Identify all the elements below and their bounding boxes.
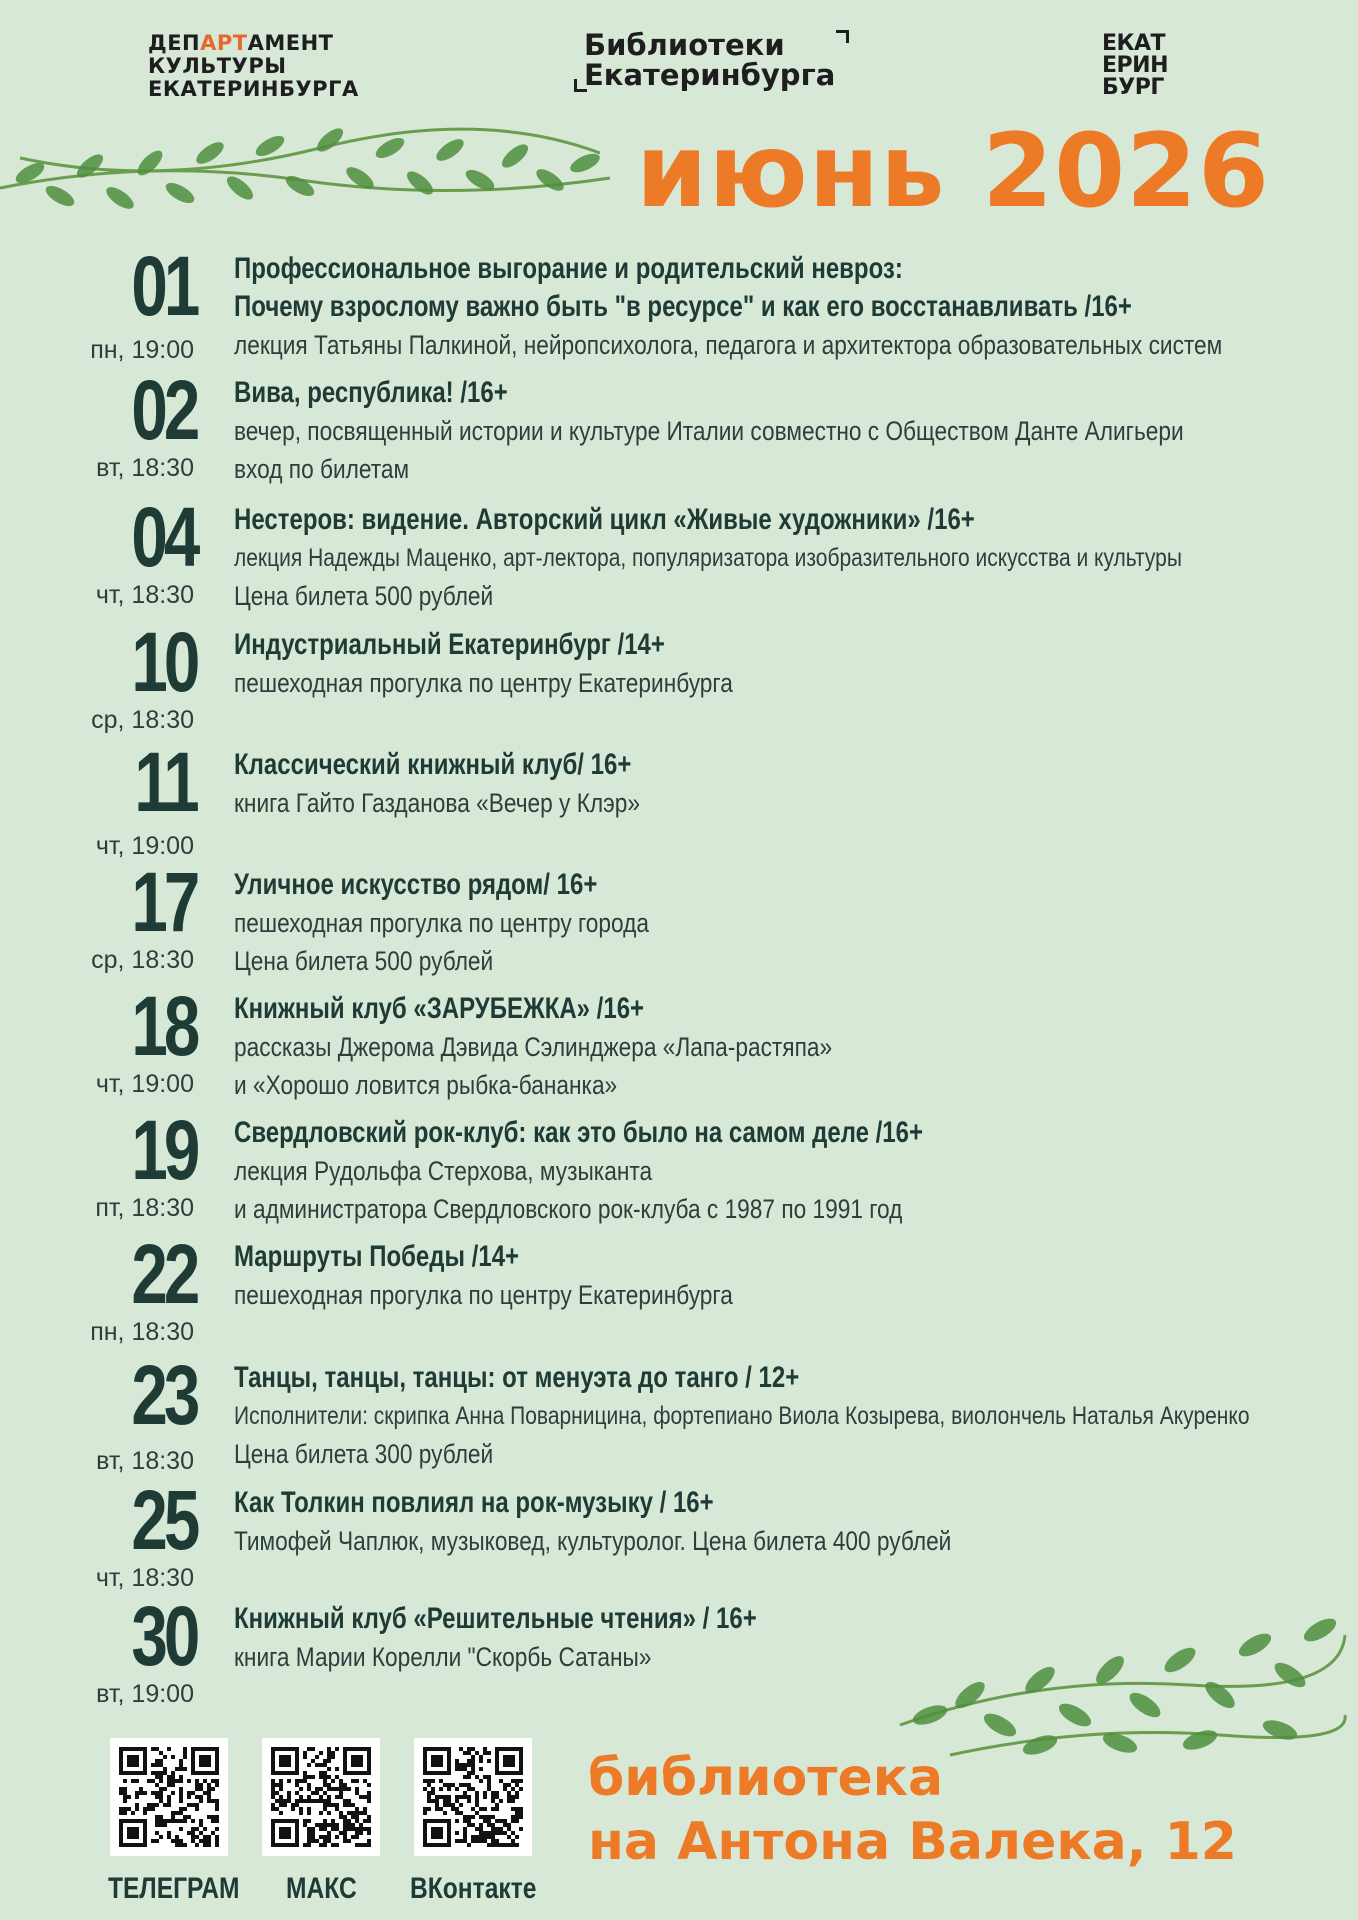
event-details: [234, 866, 1358, 980]
event-details: [234, 1114, 1358, 1228]
event-day: 30: [130, 1589, 196, 1683]
event-description: пешеходная прогулка по центру Екатеринбурга: [234, 668, 733, 698]
event-weekday-time: чт, 18:30: [95, 581, 194, 609]
event-description: пешеходная прогулка по центру Екатеринбурга: [234, 1280, 733, 1310]
event-description: Цена билета 300 рублей: [234, 1439, 494, 1469]
event-day: 11: [134, 735, 196, 829]
leaves-decoration-bottom-icon: [890, 1615, 1350, 1765]
event-details: [234, 250, 1358, 364]
event-details: [234, 374, 1358, 488]
event-day: 25: [130, 1473, 196, 1567]
event-description: лекция Рудольфа Стерхова, музыканта: [234, 1156, 653, 1186]
qr-label-telegram: ТЕЛЕГРАМ: [108, 1872, 240, 1905]
event-title: Индустриальный Екатеринбург /14+: [234, 628, 665, 661]
event-weekday-time: вт, 18:30: [96, 454, 194, 482]
event-title: Книжный клуб «ЗАРУБЕЖКА» /16+: [234, 992, 645, 1025]
qr-code-max[interactable]: [262, 1738, 380, 1856]
event-description: вечер, посвященный истории и культуре Италии совместно с Обществом Данте Алигьери: [234, 416, 1184, 446]
event-title: Нестеров: видение. Авторский цикл «Живые художники» /16+: [234, 503, 975, 536]
event-description: рассказы Джерома Дэвида Сэлинджера «Лапа-растяпа»: [234, 1032, 833, 1062]
qr-label-vkontakte: ВКонтакте: [410, 1872, 537, 1905]
event-weekday-time: вт, 19:00: [96, 1680, 194, 1708]
event-title: Свердловский рок-клуб: как это было на самом деле /16+: [234, 1116, 924, 1149]
event-weekday-time: ср, 18:30: [91, 946, 194, 974]
event-day: 01: [130, 239, 196, 333]
event-title: Книжный клуб «Решительные чтения» / 16+: [234, 1602, 757, 1635]
event-weekday-time: пн, 19:00: [90, 336, 194, 364]
event-day: 23: [130, 1348, 196, 1442]
event-day: 22: [130, 1227, 196, 1321]
event-details: [234, 501, 1358, 615]
qr-label-max: МАКС: [286, 1872, 357, 1905]
event-title: Уличное искусство рядом/ 16+: [234, 868, 598, 901]
event-details: [234, 746, 1358, 822]
event-details: [234, 1484, 1358, 1560]
event-day: 04: [130, 490, 196, 584]
month-title: июнь 2026: [636, 112, 1270, 231]
event-day: 19: [130, 1103, 196, 1197]
event-day: 02: [130, 363, 196, 457]
event-details: [234, 626, 1358, 702]
event-day: 18: [130, 979, 196, 1073]
qr-code-icon: [110, 1738, 228, 1856]
event-weekday-time: вт, 18:30: [96, 1447, 194, 1475]
event-description: лекция Татьяны Палкиной, нейропсихолога, педагога и архитектора образовательных систем: [234, 330, 1223, 360]
event-description: и «Хорошо ловится рыбка-бананка»: [234, 1070, 618, 1100]
event-description: книга Марии Корелли "Скорбь Сатаны»: [234, 1642, 652, 1672]
event-title: Как Толкин повлиял на рок-музыку / 16+: [234, 1486, 714, 1519]
event-description: пешеходная прогулка по центру города: [234, 908, 649, 938]
event-description: книга Гайто Газданова «Вечер у Клэр»: [234, 788, 640, 818]
event-description: вход по билетам: [234, 454, 410, 484]
event-title: Классический книжный клуб/ 16+: [234, 748, 632, 781]
event-title: Почему взрослому важно быть "в ресурсе" и как его восстанавливать /16+: [234, 290, 1132, 323]
event-title: Профессиональное выгорание и родительский невроз:: [234, 252, 903, 285]
department-logo: ДЕПАРТАМЕНТ КУЛЬТУРЫ ЕКАТЕРИНБУРГА: [148, 31, 359, 101]
event-day: 17: [130, 855, 196, 949]
event-description: лекция Надежды Маценко, арт-лектора, популяризатора изобразительного искусства и культуры: [234, 544, 1182, 572]
event-weekday-time: пт, 18:30: [95, 1194, 194, 1222]
event-description: Цена билета 500 рублей: [234, 581, 494, 611]
event-title: Танцы, танцы, танцы: от менуэта до танго / 12+: [234, 1361, 800, 1394]
venue-address: [588, 1746, 1237, 1874]
qr-code-telegram[interactable]: [110, 1738, 228, 1856]
event-title: Маршруты Победы /14+: [234, 1240, 520, 1273]
event-weekday-time: пн, 18:30: [90, 1318, 194, 1346]
event-weekday-time: чт, 19:00: [95, 832, 194, 860]
event-weekday-time: чт, 18:30: [95, 1564, 194, 1592]
qr-code-icon: [414, 1738, 532, 1856]
event-details: [234, 990, 1358, 1104]
leaves-decoration-top-icon: [0, 118, 620, 228]
event-title: Вива, республика! /16+: [234, 376, 508, 409]
city-logo: ЕКАТ ЕРИН БУРГ: [1102, 31, 1168, 100]
event-weekday-time: ср, 18:30: [91, 706, 194, 734]
event-description: Исполнители: скрипка Анна Поварницина, фортепиано Виола Козырева, виолончель Наталья Акуренко: [234, 1402, 1250, 1430]
venue-line-1: библиотека: [588, 1748, 944, 1808]
libraries-logo: Библиотеки Екатеринбурга: [584, 30, 835, 90]
qr-code-vkontakte[interactable]: [414, 1738, 532, 1856]
event-details: [234, 1238, 1358, 1314]
venue-line-2: на Антона Валека, 12: [588, 1812, 1237, 1872]
event-description: и администратора Свердловского рок-клуба с 1987 по 1991 год: [234, 1194, 903, 1224]
event-day: 10: [130, 615, 196, 709]
event-description: Цена билета 500 рублей: [234, 946, 494, 976]
event-details: [234, 1359, 1358, 1473]
event-weekday-time: чт, 19:00: [95, 1070, 194, 1098]
event-description: Тимофей Чаплюк, музыковед, культуролог. Цена билета 400 рублей: [234, 1526, 952, 1556]
header-logos: [0, 30, 1358, 110]
qr-code-icon: [262, 1738, 380, 1856]
